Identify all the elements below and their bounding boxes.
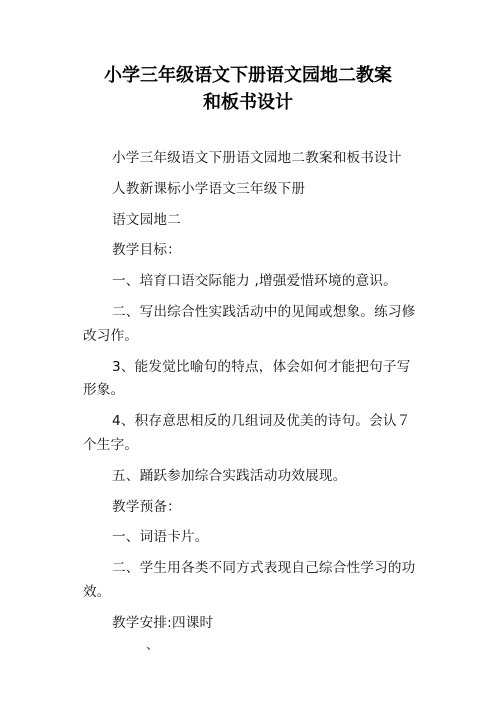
paragraph: 一、培育口语交际能力 ,增强爱惜环境的意识。 xyxy=(112,273,397,290)
trailing-mark: 、 xyxy=(146,638,160,653)
paragraph: 语文园地二 xyxy=(112,211,181,228)
paragraph: 教学预备： xyxy=(112,498,181,515)
document-title xyxy=(60,62,436,116)
paragraph: 小学三年级语文下册语文园地二教案和板书设计 xyxy=(112,150,402,166)
title-line-2: 和板书设计 xyxy=(203,92,293,113)
document-body xyxy=(83,147,419,643)
paragraph: 人教新课标小学语文三年级下册 xyxy=(112,180,306,197)
paragraph: 3、能发觉比喻句的特点，体会如何才能把句子写形象。 xyxy=(83,358,411,399)
paragraph: 一、词语卡片。 xyxy=(112,529,209,546)
paragraph: 教学安排:四课时 xyxy=(112,614,214,631)
paragraph: 教学目标： xyxy=(112,242,181,259)
paragraph: 二、学生用各类不同方式表现自己综合性学习的功效。 xyxy=(83,560,416,600)
paragraph: 4、积存意思相反的几组词及优美的诗句。会认７个生字。 xyxy=(83,413,411,453)
title-line-1: 小学三年级语文下册语文园地二教案 xyxy=(104,65,392,86)
paragraph: 五、踊跃参加综合实践活动功效展现。 xyxy=(112,467,347,484)
paragraph: 二、写出综合性实践活动中的见闻或想象。练习修改习作。 xyxy=(83,303,416,344)
